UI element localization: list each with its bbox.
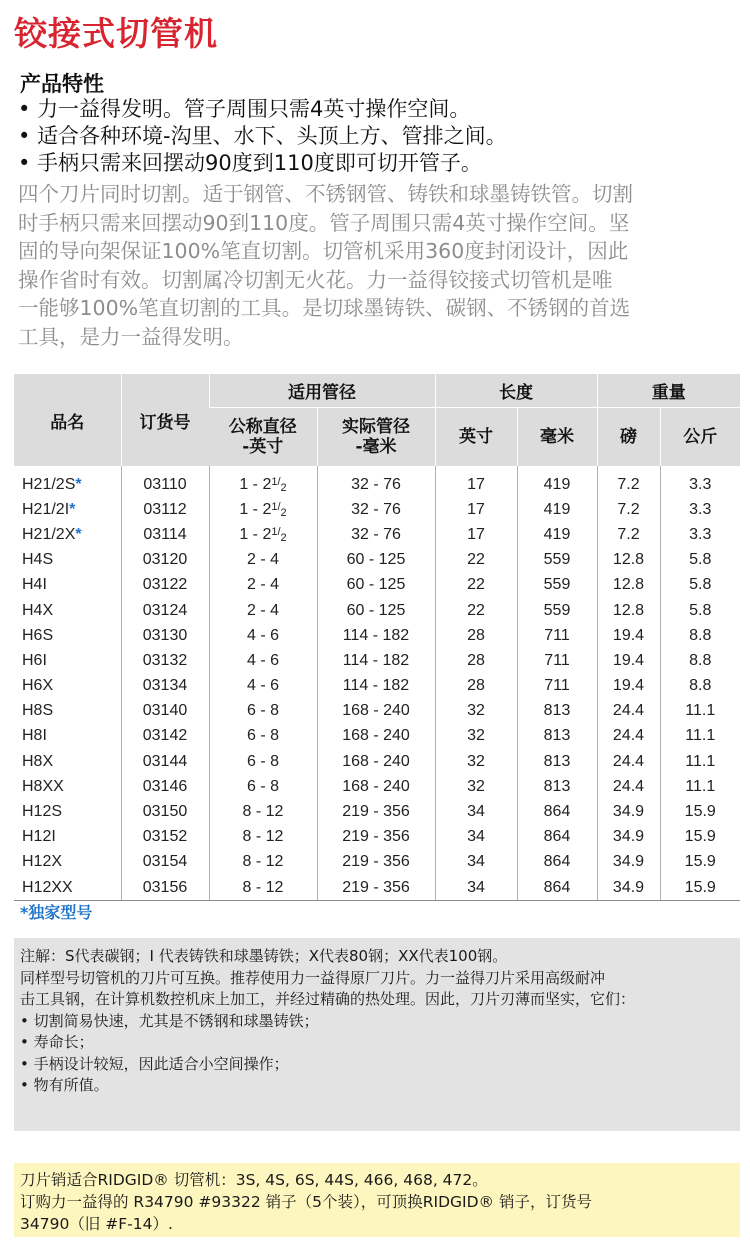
nominal-range: 2 - 4 <box>246 576 279 594</box>
cell-length-mm: 559 <box>517 598 597 623</box>
cell-nominal-size <box>209 825 317 850</box>
cell-weight-kg: 15.9 <box>660 825 740 850</box>
spec-table <box>14 374 740 901</box>
description-line: 固的导向架保证100%笔直切割。切管机采用360度封闭设计，因此 <box>18 239 629 264</box>
cell-actual-size: 168 - 240 <box>317 749 435 774</box>
feature-item: • 力一益得发明。管子周围只需4英寸操作空间。 <box>18 96 507 123</box>
cell-length-mm: 864 <box>517 825 597 850</box>
header-actual-mm <box>317 408 435 467</box>
cell-length-inch: 17 <box>435 497 517 522</box>
cell-order-number: 03112 <box>121 497 209 522</box>
model-name: H4I <box>22 576 47 594</box>
cell-nominal-size <box>209 548 317 573</box>
cell-model <box>14 623 121 648</box>
nominal-range: 8 - 12 <box>242 828 284 846</box>
cell-weight-lb: 7.2 <box>597 497 660 522</box>
note-line: • 寿命长； <box>20 1033 94 1051</box>
product-description <box>18 180 750 352</box>
cell-length-inch: 28 <box>435 674 517 699</box>
cell-length-inch: 34 <box>435 825 517 850</box>
nominal-range: 6 - 8 <box>246 752 279 770</box>
cell-weight-kg: 8.8 <box>660 623 740 648</box>
nominal-range: 6 - 8 <box>246 727 279 745</box>
fraction-numerator: 1 <box>271 525 278 538</box>
nominal-range: 4 - 6 <box>246 626 279 644</box>
cell-length-mm: 419 <box>517 497 597 522</box>
nominal-range: 1 - 2 <box>239 500 272 518</box>
fraction-denominator: 2 <box>280 481 287 494</box>
cell-nominal-size <box>209 466 317 497</box>
cell-model <box>14 497 121 522</box>
cell-actual-size: 219 - 356 <box>317 825 435 850</box>
header-length-mm: 毫米 <box>517 408 597 467</box>
cell-weight-kg: 11.1 <box>660 699 740 724</box>
table-row <box>14 875 740 901</box>
features-list <box>18 96 507 177</box>
cell-weight-lb: 19.4 <box>597 674 660 699</box>
note-line: 击工具钢，在计算机数控机床上加工，并经过精确的热处理。因此，刀片刃薄而坚实，它们： <box>20 990 636 1008</box>
model-name: H4S <box>22 551 54 569</box>
table-row <box>14 598 740 623</box>
header-actual-line2: -毫米 <box>355 437 397 457</box>
cell-actual-size: 219 - 356 <box>317 850 435 875</box>
nominal-range: 6 - 8 <box>246 777 279 795</box>
cell-length-inch: 34 <box>435 850 517 875</box>
header-pipe-size-group: 适用管径 <box>209 374 435 408</box>
description-line: 一能够100%笔直切割的工具。是切球墨铸铁、碳钢、不锈钢的首选 <box>18 296 631 321</box>
cell-weight-lb: 34.9 <box>597 875 660 901</box>
table-row <box>14 799 740 824</box>
cell-actual-size: 32 - 76 <box>317 466 435 497</box>
cell-weight-kg: 3.3 <box>660 466 740 497</box>
cell-length-mm: 711 <box>517 623 597 648</box>
cell-length-mm: 419 <box>517 522 597 547</box>
cell-length-mm: 711 <box>517 674 597 699</box>
header-order-number: 订货号 <box>121 374 209 466</box>
cell-nominal-size <box>209 774 317 799</box>
cell-model <box>14 850 121 875</box>
fraction-slash: / <box>277 475 281 488</box>
cell-weight-kg: 5.8 <box>660 598 740 623</box>
cell-length-mm: 813 <box>517 774 597 799</box>
cell-model <box>14 573 121 598</box>
spec-table-container <box>14 374 740 896</box>
cell-length-mm: 864 <box>517 875 597 901</box>
cell-model <box>14 699 121 724</box>
cell-model <box>14 724 121 749</box>
table-row <box>14 850 740 875</box>
header-model: 品名 <box>14 374 121 466</box>
model-name: H8I <box>22 727 47 745</box>
exclusive-model-note: *独家型号 <box>20 903 93 922</box>
cell-order-number: 03134 <box>121 674 209 699</box>
cell-nominal-size <box>209 724 317 749</box>
cell-actual-size: 168 - 240 <box>317 774 435 799</box>
model-name: H12XX <box>22 878 73 896</box>
cell-nominal-size <box>209 799 317 824</box>
cell-length-mm: 813 <box>517 724 597 749</box>
nominal-range: 4 - 6 <box>246 651 279 669</box>
model-name: H12X <box>22 853 63 871</box>
cell-actual-size: 219 - 356 <box>317 875 435 901</box>
description-line: 操作省时有效。切割属冷切割无火花。力一益得铰接式切管机是唯 <box>18 267 613 292</box>
cell-actual-size: 168 - 240 <box>317 724 435 749</box>
cell-weight-lb: 12.8 <box>597 598 660 623</box>
model-name: H8X <box>22 752 54 770</box>
table-row <box>14 674 740 699</box>
note-line: • 物有所值。 <box>20 1076 109 1094</box>
cell-weight-lb: 34.9 <box>597 825 660 850</box>
cell-weight-lb: 34.9 <box>597 799 660 824</box>
table-row <box>14 548 740 573</box>
feature-item: • 手柄只需来回摆动90度到110度即可切开管子。 <box>18 150 507 177</box>
exclusive-star: * <box>75 525 82 543</box>
model-name: H21/2S <box>22 475 76 493</box>
table-row <box>14 724 740 749</box>
cell-nominal-size <box>209 699 317 724</box>
cell-order-number: 03130 <box>121 623 209 648</box>
cell-weight-lb: 24.4 <box>597 699 660 724</box>
cell-weight-kg: 8.8 <box>660 674 740 699</box>
table-row <box>14 623 740 648</box>
cell-weight-kg: 3.3 <box>660 522 740 547</box>
cell-actual-size: 32 - 76 <box>317 497 435 522</box>
cell-order-number: 03120 <box>121 548 209 573</box>
cell-length-inch: 22 <box>435 598 517 623</box>
cell-nominal-size <box>209 749 317 774</box>
cell-actual-size: 60 - 125 <box>317 573 435 598</box>
description-line: 时手柄只需来回摆动90到110度。管子周围只需4英寸操作空间。坚 <box>18 210 630 235</box>
cell-length-mm: 711 <box>517 648 597 673</box>
fraction-slash: / <box>277 525 281 538</box>
cell-length-inch: 22 <box>435 573 517 598</box>
cell-length-mm: 813 <box>517 749 597 774</box>
cell-weight-lb: 12.8 <box>597 573 660 598</box>
cell-length-inch: 22 <box>435 548 517 573</box>
cell-weight-lb: 24.4 <box>597 724 660 749</box>
cell-order-number: 03150 <box>121 799 209 824</box>
description-line: 四个刀片同时切割。适于钢管、不锈钢管、铸铁和球墨铸铁管。切割 <box>18 182 633 206</box>
cell-length-inch: 32 <box>435 724 517 749</box>
cell-order-number: 03124 <box>121 598 209 623</box>
cell-length-inch: 34 <box>435 799 517 824</box>
cell-weight-lb: 7.2 <box>597 466 660 497</box>
cell-order-number: 03140 <box>121 699 209 724</box>
cell-order-number: 03142 <box>121 724 209 749</box>
table-row <box>14 749 740 774</box>
note-line: • 手柄设计较短，因此适合小空间操作； <box>20 1054 289 1073</box>
nominal-range: 8 - 12 <box>242 878 284 896</box>
cell-weight-kg: 5.8 <box>660 548 740 573</box>
cell-weight-kg: 3.3 <box>660 497 740 522</box>
cell-length-inch: 32 <box>435 774 517 799</box>
cell-length-inch: 32 <box>435 699 517 724</box>
cell-model <box>14 648 121 673</box>
cell-weight-kg: 15.9 <box>660 875 740 901</box>
cell-order-number: 03132 <box>121 648 209 673</box>
cell-order-number: 03152 <box>121 825 209 850</box>
cell-nominal-size <box>209 573 317 598</box>
note-line: 注解：S代表碳钢；I 代表铸铁和球墨铸铁；X代表80钢；XX代表100钢。 <box>20 947 508 965</box>
cell-nominal-size <box>209 674 317 699</box>
model-name: H8S <box>22 702 54 720</box>
nominal-range: 6 - 8 <box>246 702 279 720</box>
cell-length-inch: 28 <box>435 623 517 648</box>
pin-note-line: 刀片销适合RIDGID® 切管机：3S, 4S, 6S, 44S, 466, 468, 472。 <box>20 1171 488 1189</box>
cell-actual-size: 114 - 182 <box>317 648 435 673</box>
header-weight-kg: 公斤 <box>660 408 740 467</box>
cell-order-number: 03156 <box>121 875 209 901</box>
fraction-slash: / <box>277 500 281 513</box>
cell-actual-size: 60 - 125 <box>317 548 435 573</box>
spec-table-body <box>14 466 740 901</box>
pin-note-line: 订购力一益得的 R34790 #93322 销子（5个装），可顶换RIDGID® 销子，订货号 <box>20 1193 592 1211</box>
cell-actual-size: 219 - 356 <box>317 799 435 824</box>
cell-length-mm: 419 <box>517 466 597 497</box>
model-name: H6I <box>22 651 47 669</box>
features-heading: 产品特性 <box>20 72 104 96</box>
table-row <box>14 648 740 673</box>
fraction-denominator: 2 <box>280 531 287 544</box>
cell-order-number: 03144 <box>121 749 209 774</box>
cell-weight-lb: 12.8 <box>597 548 660 573</box>
cell-nominal-size <box>209 497 317 522</box>
cell-order-number: 03110 <box>121 466 209 497</box>
nominal-range: 8 - 12 <box>242 853 284 871</box>
cell-weight-kg: 5.8 <box>660 573 740 598</box>
cell-weight-lb: 19.4 <box>597 648 660 673</box>
cell-weight-lb: 24.4 <box>597 774 660 799</box>
cell-model <box>14 774 121 799</box>
table-row <box>14 522 740 547</box>
table-row <box>14 573 740 598</box>
cell-length-mm: 864 <box>517 850 597 875</box>
note-line: 同样型号切管机的刀片可互换。推荐使用力一益得原厂刀片。力一益得刀片采用高级耐冲 <box>20 968 606 987</box>
cell-length-mm: 559 <box>517 573 597 598</box>
model-name: H12I <box>22 828 56 846</box>
cell-length-mm: 813 <box>517 699 597 724</box>
cell-length-inch: 17 <box>435 522 517 547</box>
cell-actual-size: 114 - 182 <box>317 623 435 648</box>
cell-actual-size: 168 - 240 <box>317 699 435 724</box>
header-nominal-line1: 公称直径 <box>228 417 297 437</box>
cell-weight-kg: 8.8 <box>660 648 740 673</box>
cell-order-number: 03114 <box>121 522 209 547</box>
table-row <box>14 774 740 799</box>
cell-weight-kg: 11.1 <box>660 749 740 774</box>
table-row <box>14 825 740 850</box>
cell-length-mm: 864 <box>517 799 597 824</box>
cell-weight-kg: 15.9 <box>660 850 740 875</box>
cell-actual-size: 32 - 76 <box>317 522 435 547</box>
notes-box <box>14 938 740 1131</box>
table-row <box>14 466 740 497</box>
header-weight-lb: 磅 <box>597 408 660 467</box>
nominal-range: 2 - 4 <box>246 551 279 569</box>
fraction-numerator: 1 <box>271 475 278 488</box>
model-name: H21/2X <box>22 525 76 543</box>
cell-model <box>14 799 121 824</box>
table-row <box>14 699 740 724</box>
cell-weight-lb: 34.9 <box>597 850 660 875</box>
description-line: 工具，是力一益得发明。 <box>18 324 244 349</box>
cell-weight-kg: 15.9 <box>660 799 740 824</box>
blade-pin-note <box>14 1163 740 1237</box>
feature-item: • 适合各种环境-沟里、水下、头顶上方、管排之间。 <box>18 123 507 150</box>
exclusive-star: * <box>75 475 82 493</box>
cell-nominal-size <box>209 648 317 673</box>
cell-actual-size: 114 - 182 <box>317 674 435 699</box>
header-length-inch: 英寸 <box>435 408 517 467</box>
cell-weight-lb: 7.2 <box>597 522 660 547</box>
nominal-range: 4 - 6 <box>246 677 279 695</box>
note-line: • 切割简易快速，尤其是不锈钢和球墨铸铁； <box>20 1011 319 1030</box>
header-nominal-inch <box>209 408 317 467</box>
cell-length-inch: 32 <box>435 749 517 774</box>
pin-note-line: 34790（旧 #F-14）. <box>20 1215 173 1233</box>
fraction-numerator: 1 <box>271 500 278 513</box>
cell-length-inch: 28 <box>435 648 517 673</box>
header-length-group: 长度 <box>435 374 597 408</box>
model-name: H12S <box>22 803 63 821</box>
cell-actual-size: 60 - 125 <box>317 598 435 623</box>
cell-model <box>14 875 121 901</box>
cell-order-number: 03146 <box>121 774 209 799</box>
cell-weight-lb: 24.4 <box>597 749 660 774</box>
model-name: H8XX <box>22 777 64 795</box>
model-name: H6S <box>22 626 54 644</box>
nominal-range: 8 - 12 <box>242 803 284 821</box>
exclusive-star: * <box>69 500 76 518</box>
cell-nominal-size <box>209 850 317 875</box>
nominal-range: 1 - 2 <box>239 525 272 543</box>
cell-model <box>14 674 121 699</box>
cell-nominal-size <box>209 522 317 547</box>
header-nominal-line2: -英寸 <box>242 437 284 457</box>
cell-length-inch: 17 <box>435 466 517 497</box>
cell-length-inch: 34 <box>435 875 517 901</box>
header-actual-line1: 实际管径 <box>342 417 410 437</box>
cell-weight-kg: 11.1 <box>660 724 740 749</box>
cell-order-number: 03122 <box>121 573 209 598</box>
cell-order-number: 03154 <box>121 850 209 875</box>
table-row <box>14 497 740 522</box>
cell-model <box>14 466 121 497</box>
model-name: H21/2I <box>22 500 70 518</box>
cell-weight-lb: 19.4 <box>597 623 660 648</box>
cell-model <box>14 548 121 573</box>
nominal-range: 2 - 4 <box>246 601 279 619</box>
page-title: 铰接式切管机 <box>14 14 218 53</box>
cell-model <box>14 825 121 850</box>
cell-model <box>14 522 121 547</box>
model-name: H4X <box>22 601 54 619</box>
model-name: H6X <box>22 677 54 695</box>
nominal-range: 1 - 2 <box>239 475 272 493</box>
cell-model <box>14 598 121 623</box>
cell-length-mm: 559 <box>517 548 597 573</box>
cell-model <box>14 749 121 774</box>
cell-nominal-size <box>209 875 317 901</box>
header-weight-group: 重量 <box>597 374 740 408</box>
cell-nominal-size <box>209 598 317 623</box>
cell-weight-kg: 11.1 <box>660 774 740 799</box>
cell-nominal-size <box>209 623 317 648</box>
fraction-denominator: 2 <box>280 506 287 519</box>
